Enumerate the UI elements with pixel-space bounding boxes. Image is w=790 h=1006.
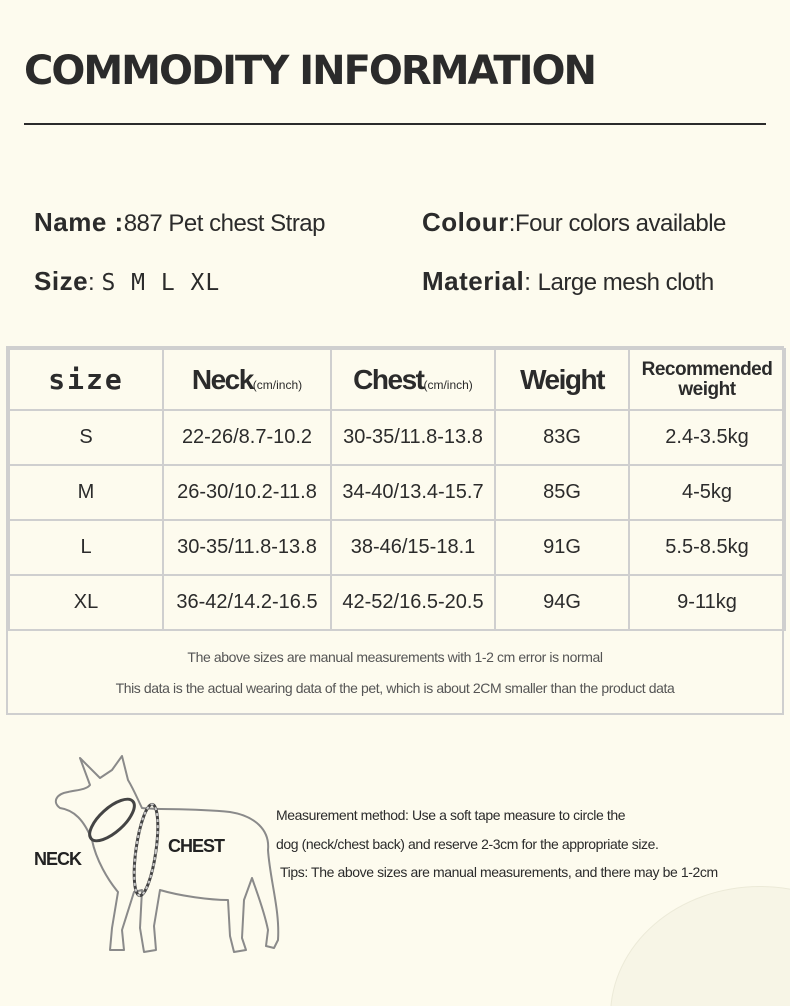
material-sep: : xyxy=(524,269,531,296)
method-line-3: Tips: The above sizes are manual measurements, and there may be 1-2cm xyxy=(280,864,718,880)
method-line-1: Measurement method: Use a soft tape measure to circle the xyxy=(276,807,626,823)
info-size xyxy=(34,266,220,297)
neck-label: NECK xyxy=(34,849,82,869)
neck-measure-line xyxy=(83,792,141,847)
size-table xyxy=(8,348,786,631)
material-value: Large mesh cloth xyxy=(537,269,714,296)
cell-neck: 22-26/8.7-10.2 xyxy=(163,410,331,465)
size-key: Size xyxy=(34,266,89,296)
cell-weight: 85G xyxy=(495,465,629,520)
method-line-2: dog (neck/chest back) and reserve 2-3cm for the appropriate size. xyxy=(276,836,659,852)
info-colour xyxy=(422,207,726,238)
name-key: Name : xyxy=(34,207,124,237)
material-key: Material xyxy=(422,266,525,296)
note-error: The above sizes are manual measurements with 1-2 cm error is normal xyxy=(187,649,603,665)
chest-label: CHEST xyxy=(168,836,225,856)
info-material xyxy=(422,266,714,297)
cell-chest: 42-52/16.5-20.5 xyxy=(331,575,495,630)
page-title: COMMODITY INFORMATION xyxy=(24,48,596,94)
table-row xyxy=(9,410,785,465)
cell-weight: 94G xyxy=(495,575,629,630)
info-name xyxy=(34,207,325,238)
cell-chest: 38-46/15-18.1 xyxy=(331,520,495,575)
table-row xyxy=(9,575,785,630)
header-weight: Weight xyxy=(495,349,629,410)
header-size: size xyxy=(9,349,163,410)
cell-size: XL xyxy=(9,575,163,630)
header-recommended-weight: Recommended weight xyxy=(629,349,785,410)
cell-size: M xyxy=(9,465,163,520)
cell-chest: 34-40/13.4-15.7 xyxy=(331,465,495,520)
cell-neck: 30-35/11.8-13.8 xyxy=(163,520,331,575)
header-neck: Neck(cm/inch) xyxy=(163,349,331,410)
background-decoration xyxy=(610,886,790,1006)
cell-chest: 30-35/11.8-13.8 xyxy=(331,410,495,465)
cell-weight: 91G xyxy=(495,520,629,575)
cell-recommended: 2.4-3.5kg xyxy=(629,410,785,465)
cell-recommended: 4-5kg xyxy=(629,465,785,520)
table-row xyxy=(9,465,785,520)
table-notes xyxy=(8,642,782,704)
name-value: 887 Pet chest Strap xyxy=(123,210,325,237)
table-row xyxy=(9,520,785,575)
cell-recommended: 5.5-8.5kg xyxy=(629,520,785,575)
cell-size: L xyxy=(9,520,163,575)
title-divider xyxy=(24,123,766,125)
table-header-row xyxy=(9,349,785,410)
size-sep: : xyxy=(88,269,95,296)
cell-size: S xyxy=(9,410,163,465)
size-table-container xyxy=(6,346,784,715)
cell-weight: 83G xyxy=(495,410,629,465)
cell-recommended: 9-11kg xyxy=(629,575,785,630)
cell-neck: 26-30/10.2-11.8 xyxy=(163,465,331,520)
colour-sep: : xyxy=(508,210,515,237)
header-chest: Chest(cm/inch) xyxy=(331,349,495,410)
note-wearing-data: This data is the actual wearing data of the pet, which is about 2CM smaller than the product data xyxy=(115,680,675,696)
size-value: S M L XL xyxy=(101,270,221,296)
colour-value: Four colors available xyxy=(514,210,726,237)
cell-neck: 36-42/14.2-16.5 xyxy=(163,575,331,630)
colour-key: Colour xyxy=(422,207,509,237)
